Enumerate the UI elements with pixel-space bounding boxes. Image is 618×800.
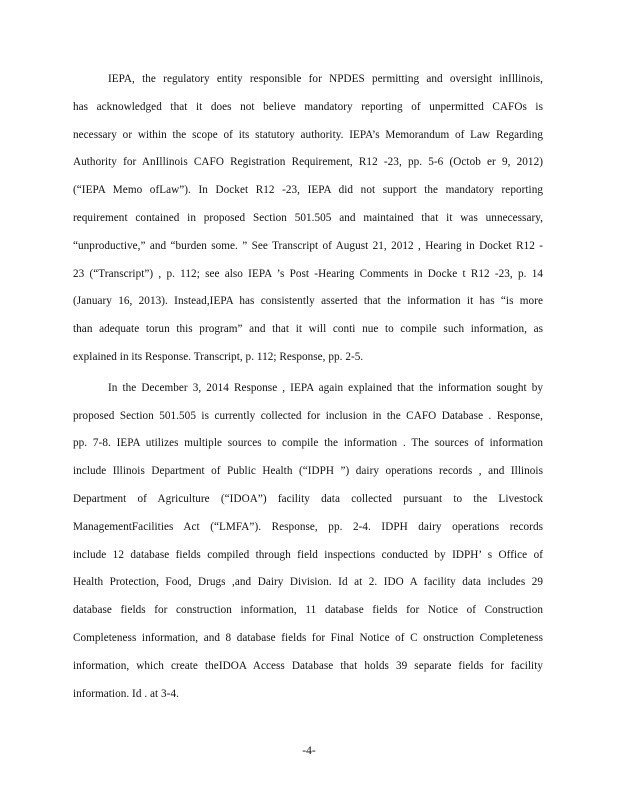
text-line: Authority for AnIllinois CAFO Registration Requirement, R12 -23, pp. 5-6 (Octob er 9, 2012) xyxy=(73,156,543,169)
paragraph-2 xyxy=(73,375,543,709)
page-number: -4- xyxy=(302,745,316,757)
text-line: requirement contained in proposed Section 501.505 and maintained that it was unnecessary, xyxy=(73,211,543,224)
text-line: (January 16, 2013). Instead,IEPA has consistently asserted that the information it has “is more xyxy=(73,295,543,308)
text-line: database fields for construction information, 11 database fields for Notice of Construction xyxy=(73,604,543,617)
text-line: information. Id . at 3-4. xyxy=(73,687,179,700)
text-line: has acknowledged that it does not believe mandatory reporting of unpermitted CAFOs is xyxy=(73,100,543,113)
text-line: Health Protection, Food, Drugs ,and Dairy Division. Id at 2. IDO A facility data includes 29 xyxy=(73,576,543,589)
body-text xyxy=(73,66,543,711)
text-line: (“IEPA Memo ofLaw”). In Docket R12 -23, IEPA did not support the mandatory reporting xyxy=(73,184,543,197)
text-line: include Illinois Department of Public Health (“IDPH ”) dairy operations records , and Illinois xyxy=(73,465,543,478)
text-line: IEPA, the regulatory entity responsible for NPDES permitting and oversight inIllinois, xyxy=(108,73,543,85)
text-line: pp. 7-8. IEPA utilizes multiple sources to compile the information . The sources of information xyxy=(73,437,543,450)
text-line: Department of Agriculture (“IDOA”) facility data collected pursuant to the Livestock xyxy=(73,492,543,505)
paragraph-1 xyxy=(73,66,543,372)
text-line: explained in its Response. Transcript, p. 112; Response, pp. 2-5. xyxy=(73,350,364,363)
text-line: proposed Section 501.505 is currently collected for inclusion in the CAFO Database . Response, xyxy=(73,409,543,422)
text-line: include 12 database fields compiled through field inspections conducted by IDPH’ s Office of xyxy=(73,548,543,561)
text-line: than adequate torun this program” and that it will conti nue to compile such information, as xyxy=(73,323,543,336)
text-line: In the December 3, 2014 Response , IEPA again explained that the information sought by xyxy=(108,381,543,394)
text-line: necessary or within the scope of its statutory authority. IEPA’s Memorandum of Law Regarding xyxy=(73,128,543,141)
text-line: “unproductive,” and “burden some. ” See Transcript of August 21, 2012 , Hearing in Docket R12 - xyxy=(73,239,543,252)
text-line: ManagementFacilities Act (“LMFA”). Response, pp. 2-4. IDPH dairy operations records xyxy=(73,520,543,533)
text-line: 23 (“Transcript”) , p. 112; see also IEPA ’s Post -Hearing Comments in Docke t R12 -23, p. 14 xyxy=(73,267,543,280)
text-line: Completeness information, and 8 database fields for Final Notice of C onstruction Completeness xyxy=(73,631,543,644)
text-line: information, which create theIDOA Access Database that holds 39 separate fields for facility xyxy=(73,659,543,672)
